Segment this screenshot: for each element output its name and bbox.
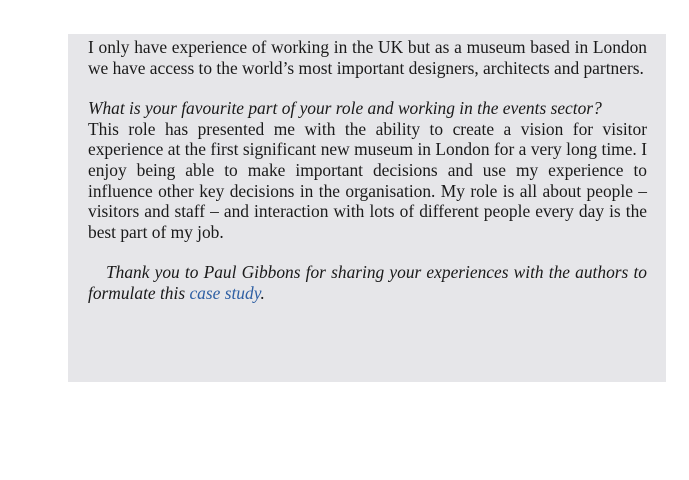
acknowledgement-end: . (260, 282, 265, 303)
interview-answer: This role has presented me with the ability to create a vision for visitor experience at the first significant new museum in London for a very long time. I enjoy being able to make important decisions and use my experience to influence other key decisions in the organisation. My role is all about people – visitors and staff – and interaction with lots of different people every day is the best part of my job. (88, 118, 647, 242)
interview-question: What is your favourite part of your role and working in the events sector? (88, 98, 602, 119)
case-study-box (68, 34, 666, 382)
acknowledgement-text: Thank you to Paul Gibbons for sharing your experiences with the authors to formulate this (88, 262, 647, 303)
acknowledgement-paragraph (88, 262, 647, 303)
intro-paragraph: I only have experience of working in the UK but as a museum based in London we have access to the world’s most important designers, architects and partners. (88, 37, 647, 78)
case-study-link[interactable]: case study (189, 282, 261, 303)
